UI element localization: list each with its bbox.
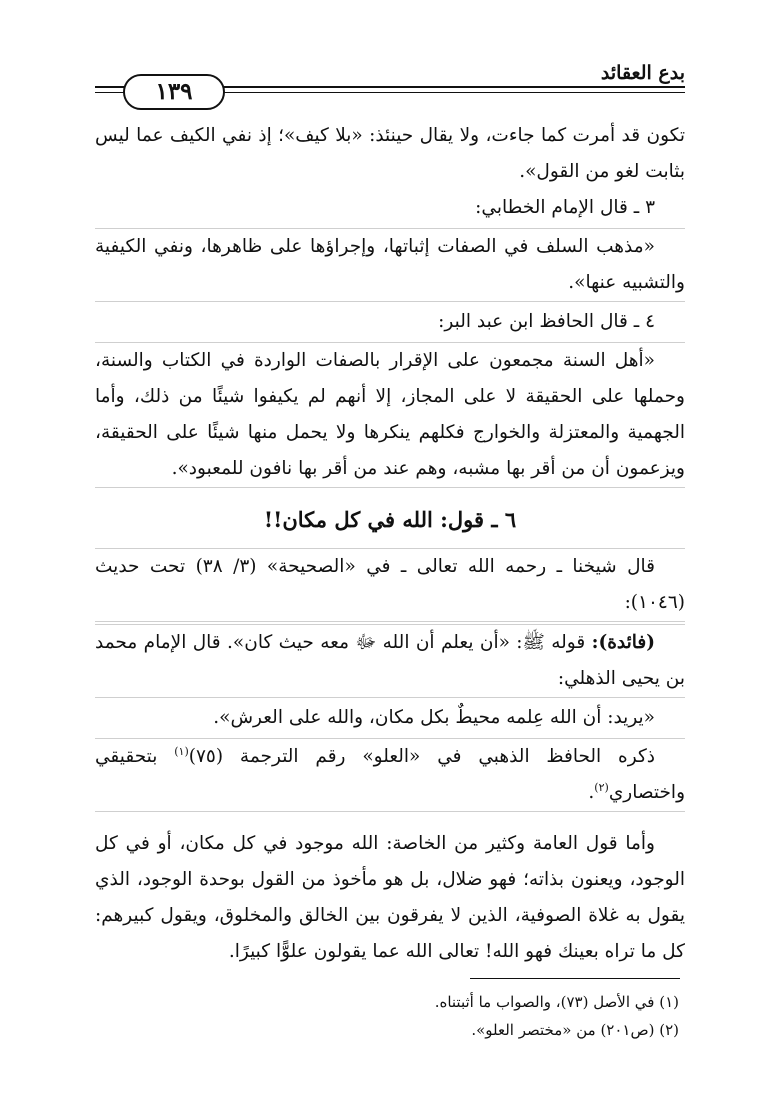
faida-text: قوله ﷺ: «أن يعلم أن الله ﷻ معه حيث كان». قال الإمام محمد بن يحيى الذهلي: [95, 632, 685, 689]
footnotes [95, 988, 685, 1044]
page-body [95, 118, 685, 970]
running-title: بدع العقائد [600, 62, 685, 84]
footnote-separator [470, 978, 680, 979]
paragraph-sahiha-reference: قال شيخنا ـ رحمه الله تعالى ـ في «الصحيحة» (٣/ ٣٨) تحت حديث (١٠٤٦): [95, 548, 685, 622]
paragraph-general-saying: وأما قول العامة وكثير من الخاصة: الله موجود في كل مكان، أو في كل الوجود، ويعنون بذاته؛ فهو ضلال، بل هو مأخوذ من القول بوحدة الوجود، الذي يقول به غلاة الصوفية، الذين لا يفرقون بين الخالق والمخلوق، ويقول كبيرهم: كل ما تراه بعينك فهو الله! تعالى الله عما يقولون علوًّا كبيرًا. [95, 833, 685, 962]
paragraph-khattabi-intro: ٣ ـ قال الإمام الخطابي: [475, 197, 655, 218]
page-header [95, 62, 685, 106]
dhahabi-text-b: بتحقيقي واختصاري [95, 746, 685, 803]
page-number-badge: ١٣٩ [123, 74, 225, 110]
spacer [95, 814, 685, 826]
paragraph-faida [95, 624, 685, 698]
dhahabi-text-a: ذكره الحافظ الذهبي في «العلو» رقم الترجمة (٧٥) [188, 746, 655, 767]
section-heading: ٦ ـ قول: الله في كل مكان!! [263, 507, 517, 532]
dhahabi-text-c: . [588, 782, 595, 803]
footnote-2: (٢) (ص٢٠١) من «مختصر العلو». [471, 1021, 679, 1039]
faida-label: (فائدة): [591, 632, 655, 653]
quote-dhuhli: «يريد: أن الله عِلمه محيطٌ بكل مكان، والله على العرش». [213, 707, 655, 728]
quote-khattabi: «مذهب السلف في الصفات إثباتها، وإجراؤها على ظاهرها، ونفي الكيفية والتشبيه عنها». [95, 228, 685, 302]
paragraph-continuation: تكون قد أمرت كما جاءت، ولا يقال حينئذ: «بلا كيف»؛ إذ نفي الكيف عما ليس بثابت لغو من القول». [95, 125, 685, 182]
paragraph-ibn-abd-albarr-intro: ٤ ـ قال الحافظ ابن عبد البر: [438, 311, 655, 332]
footnote-ref-2[interactable]: (٢) [594, 780, 609, 794]
paragraph-dhahabi-reference [95, 738, 685, 812]
footnote-ref-1[interactable]: (١) [174, 744, 189, 758]
quote-ibn-abd-albarr: «أهل السنة مجمعون على الإقرار بالصفات الواردة في الكتاب والسنة، وحملها على الحقيقة لا على المجاز، إلا أنهم لم يكيفوا شيئًا من ذلك، وأما الجهمية والمعتزلة والخوارج فكلهم ينكرها ولا يحمل منها شيئًا على الحقيقة، ويزعمون أن من أقر بها مشبه، وهم عند من أقر بها نافون للمعبود». [95, 342, 685, 488]
footnote-1: (١) في الأصل (٧٣)، والصواب ما أثبتناه. [434, 993, 679, 1011]
